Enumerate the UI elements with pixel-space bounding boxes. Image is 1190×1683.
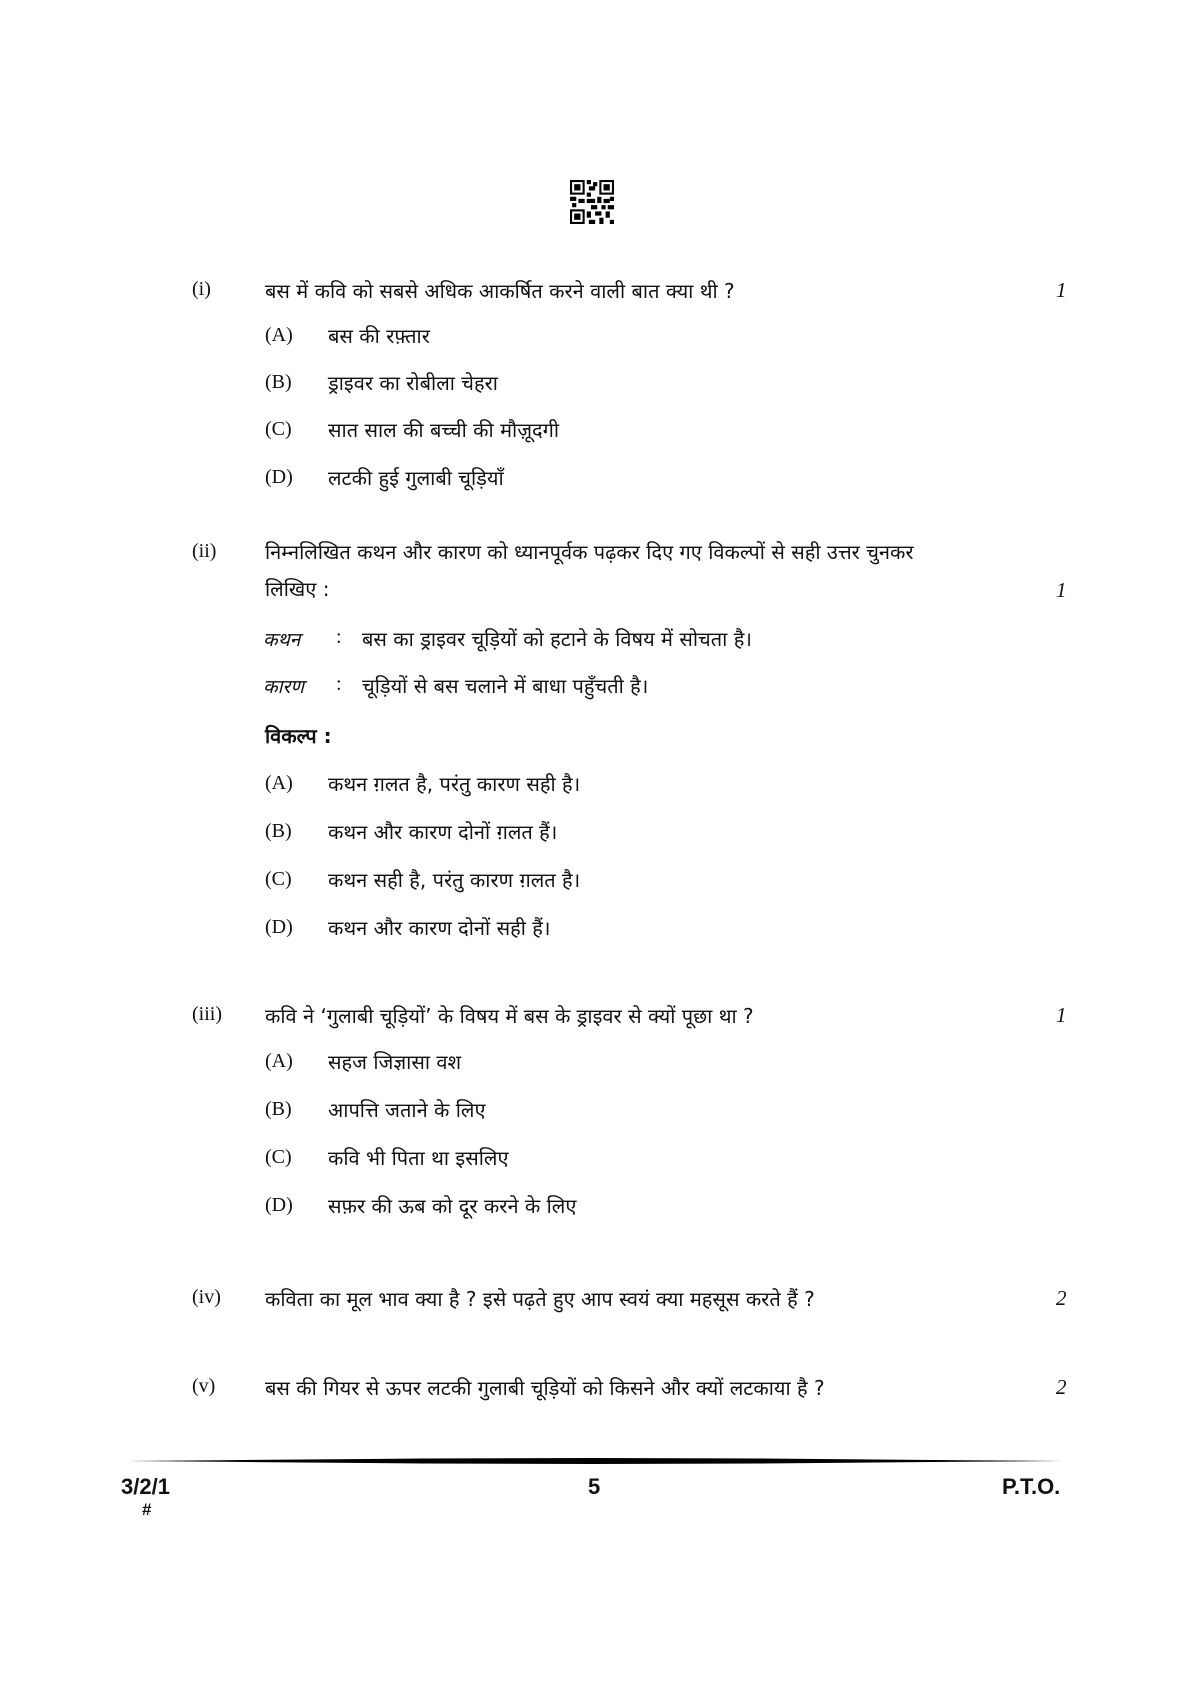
paper-code: 3/2/1 [121,1474,170,1499]
pto-label: P.T.O. [1002,1474,1061,1499]
option-label: (B) [265,1098,292,1120]
question-marks: 1 [1056,578,1067,602]
assertion-text: बस का ड्राइवर चूड़ियों को हटाने के विषय में सोचता है। [362,627,752,651]
question-number: (iv) [192,1286,221,1308]
reason-text: चूड़ियों से बस चलाने में बाधा पहुँचती है। [362,674,649,698]
page-number: 5 [588,1474,601,1499]
option-text: लटकी हुई गुलाबी चूड़ियाँ [328,466,504,490]
option-label: (A) [265,1050,293,1072]
question-marks: 2 [1056,1375,1067,1399]
question-text-line1: निम्नलिखित कथन और कारण को ध्यानपूर्वक पढ़कर दिए गए विकल्पों से सही उत्तर चुनकर [265,540,914,564]
reason-label: कारण [263,676,305,698]
question-number: (v) [192,1375,216,1397]
hash-mark: # [142,1500,152,1519]
question-marks: 1 [1056,278,1067,302]
option-label: (A) [265,324,293,346]
option-text: कथन और कारण दोनों ग़लत हैं। [328,820,558,844]
question-text: कवि ने ‘गुलाबी चूड़ियों’ के विषय में बस के ड्राइवर से क्यों पूछा था ? [265,1004,754,1028]
question-text: बस की गियर से ऊपर लटकी गुलाबी चूड़ियों को किसने और क्यों लटकाया है ? [265,1376,825,1400]
assertion-colon: : [336,626,342,648]
qr-code-icon [570,180,614,224]
option-text: सात साल की बच्ची की मौज़ूदगी [328,418,560,442]
question-marks: 1 [1056,1003,1067,1027]
option-label: (B) [265,820,292,842]
option-label: (C) [265,868,292,890]
option-text: कथन और कारण दोनों सही हैं। [328,916,551,940]
question-number: (ii) [192,540,217,562]
reason-colon: : [336,673,342,695]
option-text: ड्राइवर का रोबीला चेहरा [328,371,498,395]
footer-rule [122,1458,1062,1464]
option-text: कथन सही है, परंतु कारण ग़लत है। [328,868,581,892]
question-number: (iii) [192,1003,222,1025]
option-text: सफ़र की ऊब को दूर करने के लिए [328,1194,577,1218]
question-text: कविता का मूल भाव क्या है ? इसे पढ़ते हुए आप स्वयं क्या महसूस करते हैं ? [265,1287,815,1311]
option-text: कवि भी पिता था इसलिए [328,1146,509,1170]
option-label: (D) [265,1194,293,1216]
question-text: बस में कवि को सबसे अधिक आकर्षित करने वाली बात क्या थी ? [265,279,735,303]
option-label: (D) [265,466,293,488]
question-number: (i) [192,278,211,300]
option-label: (A) [265,772,293,794]
option-label: (D) [265,916,293,938]
option-label: (B) [265,371,292,393]
option-text: बस की रफ़्तार [328,324,430,348]
option-text: कथन ग़लत है, परंतु कारण सही है। [328,772,581,796]
assertion-label: कथन [263,629,301,651]
options-heading: विकल्प : [265,724,332,748]
option-text: आपत्ति जताने के लिए [328,1098,486,1122]
question-text-line2: लिखिए : [265,577,330,601]
option-label: (C) [265,418,292,440]
option-text: सहज जिज्ञासा वश [328,1050,462,1074]
question-marks: 2 [1056,1286,1067,1310]
option-label: (C) [265,1146,292,1168]
